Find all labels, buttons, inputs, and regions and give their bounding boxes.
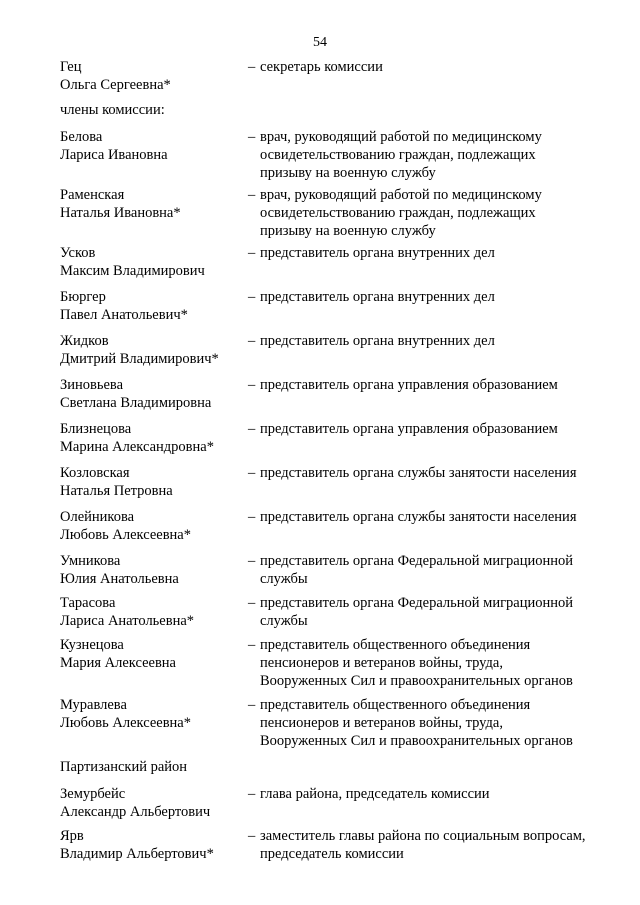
member-given-name: Лариса Ивановна (60, 147, 168, 163)
member-role (248, 58, 620, 76)
member-given-name: Марина Александровна* (60, 439, 214, 455)
member-entry (60, 376, 620, 412)
member-name (60, 244, 248, 280)
member-surname: Зиновьева (60, 377, 124, 393)
dash: – (248, 333, 256, 349)
dash: – (248, 553, 256, 569)
member-entry (60, 420, 620, 456)
member-role (248, 552, 620, 588)
member-given-name: Павел Анатольевич* (60, 307, 188, 323)
dash: – (248, 377, 256, 393)
member-role (248, 376, 620, 394)
member-surname: Близнецова (60, 421, 132, 437)
member-role-text: представитель органа Федеральной миграционной службы (260, 595, 574, 629)
member-given-name: Мария Алексеевна (60, 655, 176, 671)
member-name (60, 464, 248, 500)
dash: – (248, 509, 256, 525)
member-role (248, 696, 620, 750)
member-role-text: представитель органа внутренних дел (260, 245, 495, 261)
member-role-text: врач, руководящий работой по медицинскому освидетельствованию граждан, подлежащих призыву на военную службу (260, 187, 542, 239)
member-given-name: Светлана Владимировна (60, 395, 212, 411)
member-surname: Раменская (60, 187, 125, 203)
dash: – (248, 187, 256, 203)
dash: – (248, 289, 256, 305)
dash: – (248, 595, 256, 611)
district-heading: Партизанский район (60, 759, 188, 775)
member-role-text: представитель общественного объединения пенсионеров и ветеранов войны, труда, Вооруженных Сил и правоохранительных органов (260, 697, 573, 749)
member-entry (60, 696, 620, 750)
member-name (60, 186, 248, 222)
member-surname: Бюргер (60, 289, 106, 305)
member-name (60, 508, 248, 544)
member-role-text: представитель общественного объединения пенсионеров и ветеранов войны, труда, Вооруженных Сил и правоохранительных органов (260, 637, 573, 689)
member-role (248, 508, 620, 526)
member-entry (60, 636, 620, 690)
member-entry (60, 464, 620, 500)
member-role (248, 288, 620, 306)
member-name (60, 420, 248, 456)
member-name (60, 58, 248, 94)
member-given-name: Юлия Анатольевна (60, 571, 179, 587)
member-surname: Олейникова (60, 509, 135, 525)
member-entry (60, 594, 620, 630)
member-given-name: Максим Владимирович (60, 263, 205, 279)
member-role-text: врач, руководящий работой по медицинскому освидетельствованию граждан, подлежащих призыву на военную службу (260, 129, 542, 181)
member-role-text: представитель органа внутренних дел (260, 333, 495, 349)
member-surname: Белова (60, 129, 103, 145)
member-role (248, 244, 620, 262)
member-name (60, 376, 248, 412)
member-role (248, 785, 620, 803)
member-role (248, 827, 620, 863)
member-name (60, 332, 248, 368)
member-surname: Усков (60, 245, 96, 261)
member-name (60, 636, 248, 672)
member-entry (60, 186, 620, 240)
member-entry (60, 827, 620, 863)
member-entry (60, 128, 620, 182)
member-given-name: Владимир Альбертович* (60, 846, 214, 862)
member-name (60, 594, 248, 630)
member-role (248, 332, 620, 350)
member-given-name: Наталья Ивановна* (60, 205, 181, 221)
member-entry (60, 244, 620, 280)
member-name (60, 552, 248, 588)
member-surname: Земурбейс (60, 786, 126, 802)
member-name (60, 827, 248, 863)
member-surname: Кузнецова (60, 637, 124, 653)
member-role-text: представитель органа службы занятости населения (260, 509, 577, 525)
member-role-text: заместитель главы района по социальным вопросам, председатель комиссии (260, 828, 586, 862)
member-given-name: Александр Альбертович (60, 804, 211, 820)
member-surname: Тарасова (60, 595, 116, 611)
member-surname: Ярв (60, 828, 84, 844)
member-surname: Гец (60, 59, 82, 75)
member-surname: Жидков (60, 333, 109, 349)
member-surname: Козловская (60, 465, 130, 481)
member-entry (60, 332, 620, 368)
member-entry (60, 785, 620, 821)
page-number: 54 (313, 35, 327, 50)
member-role-text: представитель органа внутренних дел (260, 289, 495, 305)
commission-list (60, 58, 620, 863)
dash: – (248, 697, 256, 713)
member-role (248, 186, 620, 240)
member-surname: Умникова (60, 553, 121, 569)
member-name (60, 288, 248, 324)
member-given-name: Наталья Петровна (60, 483, 173, 499)
member-entry (60, 552, 620, 588)
member-given-name: Ольга Сергеевна* (60, 77, 171, 93)
members-heading: члены комиссии: (60, 102, 165, 118)
member-entry (60, 58, 620, 94)
dash: – (248, 465, 256, 481)
member-role-text: представитель органа Федеральной миграционной службы (260, 553, 574, 587)
member-role (248, 464, 620, 482)
member-surname: Муравлева (60, 697, 127, 713)
dash: – (248, 245, 256, 261)
member-role-text: секретарь комиссии (260, 59, 383, 75)
dash: – (248, 637, 256, 653)
dash: – (248, 786, 256, 802)
dash: – (248, 59, 256, 75)
member-given-name: Любовь Алексеевна* (60, 715, 191, 731)
member-role-text: представитель органа управления образованием (260, 377, 558, 393)
dash: – (248, 828, 256, 844)
member-given-name: Лариса Анатольевна* (60, 613, 195, 629)
member-name (60, 128, 248, 164)
member-role-text: представитель органа управления образованием (260, 421, 558, 437)
member-entry (60, 508, 620, 544)
member-role (248, 636, 620, 690)
dash: – (248, 129, 256, 145)
member-name (60, 785, 248, 821)
member-role (248, 420, 620, 438)
member-role (248, 594, 620, 630)
member-entry (60, 288, 620, 324)
member-role (248, 128, 620, 182)
member-role-text: глава района, председатель комиссии (260, 786, 490, 802)
member-given-name: Любовь Алексеевна* (60, 527, 191, 543)
member-name (60, 696, 248, 732)
member-given-name: Дмитрий Владимирович* (60, 351, 219, 367)
member-role-text: представитель органа службы занятости населения (260, 465, 577, 481)
dash: – (248, 421, 256, 437)
